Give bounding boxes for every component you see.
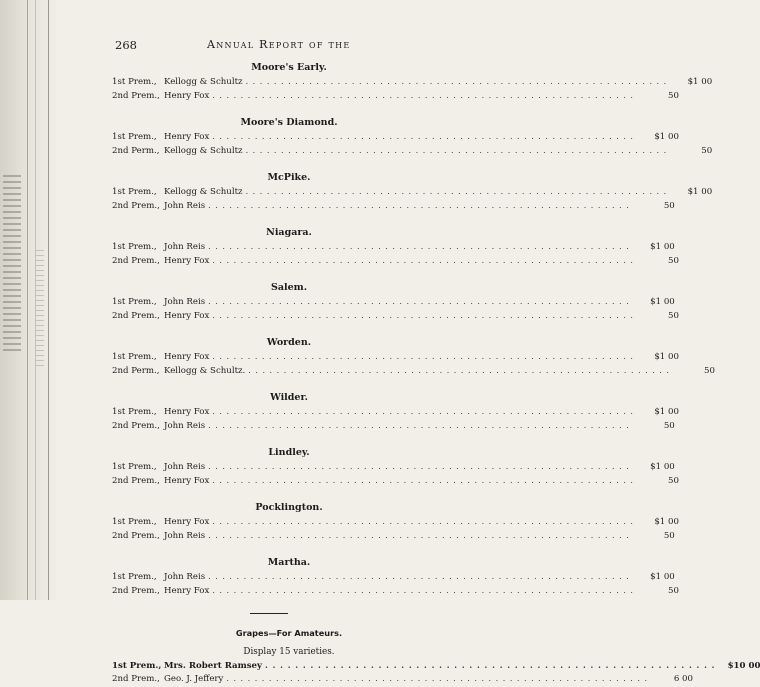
premium-entry [112,146,432,160]
premium-amount: 50 [633,421,675,431]
variety-section [112,226,432,269]
premium-amount: $1 00 [633,572,675,582]
winner-name: Henry Fox [164,352,209,362]
variety-title: Salem. [112,281,432,294]
premium-entry [112,660,432,674]
dot-leader: . . . . . . . . . . . . . . . . . . . . . . . . . . . . . . . . . . . . . . . . . . . . . . . . . . . . . . . . . . . . [212,586,634,595]
facing-page-bleed-through [3,175,21,355]
winner-name: Mrs. Robert Ramsey [164,661,262,671]
premium-list [112,61,432,687]
dot-leader: . . . . . . . . . . . . . . . . . . . . . . . . . . . . . . . . . . . . . . . . . . . . . . . . . . . . . . . . . . . . [212,91,634,100]
winner-name: Kellogg & Schultz [164,146,243,156]
premium-amount: 50 [670,146,712,156]
premium-amount: 50 [637,476,679,486]
winner-name: John Reis [164,242,205,252]
dot-leader: . . . . . . . . . . . . . . . . . . . . . . . . . . . . . . . . . . . . . . . . . . . . . . . . . . . . . . . . . . . . [226,674,648,683]
winner-name: Henry Fox [164,256,209,266]
premium-entry [112,674,432,687]
winner-name: Henry Fox [164,476,209,486]
premium-rank: 2nd Prem., [112,421,164,431]
premium-entry [112,187,432,201]
winner-name: John Reis [164,462,205,472]
winner-name: Henry Fox [164,586,209,596]
premium-rank: 1st Prem., [112,77,164,87]
winner-name: John Reis [164,421,205,431]
premium-amount: 50 [637,91,679,101]
amateur-entries [112,660,432,687]
premium-rank: 2nd Prem., [112,311,164,321]
premium-rank: 2nd Prem., [112,476,164,486]
premium-rank: 1st Prem., [112,297,164,307]
premium-rank: 2nd Perm., [112,146,164,156]
dot-leader: . . . . . . . . . . . . . . . . . . . . . . . . . . . . . . . . . . . . . . . . . . . . . . . . . . . . . . . . . . . . [248,366,670,375]
dot-leader: . . . . . . . . . . . . . . . . . . . . . . . . . . . . . . . . . . . . . . . . . . . . . . . . . . . . . . . . . . . . [212,352,634,361]
variety-section [112,391,432,434]
dot-leader: . . . . . . . . . . . . . . . . . . . . . . . . . . . . . . . . . . . . . . . . . . . . . . . . . . . . . . . . . . . . [208,462,630,471]
variety-title: Pocklington. [112,501,432,514]
premium-entry [112,256,432,270]
dot-leader: . . . . . . . . . . . . . . . . . . . . . . . . . . . . . . . . . . . . . . . . . . . . . . . . . . . . . . . . . . . . [246,77,668,86]
variety-section [112,116,432,159]
variety-section [112,171,432,214]
premium-entry [112,572,432,586]
premium-rank: 2nd Prem., [112,91,164,101]
premium-entry [112,407,432,421]
premium-amount: $1 00 [670,187,712,197]
premium-amount: 50 [673,366,715,376]
book-binding-gutter [0,0,56,600]
facing-page-bleed-through [36,250,44,370]
premium-entry [112,366,432,380]
premium-amount: $1 00 [637,132,679,142]
premium-entry [112,311,432,325]
premium-rank: 2nd Prem., [112,674,164,684]
winner-name: Henry Fox [164,91,209,101]
premium-entry [112,91,432,105]
book-page [112,0,432,600]
variety-title: Moore's Early. [112,61,432,74]
winner-name: John Reis [164,201,205,211]
dot-leader: . . . . . . . . . . . . . . . . . . . . . . . . . . . . . . . . . . . . . . . . . . . . . . . . . . . . . . . . . . . . [212,256,634,265]
section-divider-rule [250,613,288,614]
winner-name: Geo. J. Jeffery [164,674,223,684]
premium-entry [112,242,432,256]
premium-amount: $1 00 [670,77,712,87]
premium-entry [112,531,432,545]
premium-rank: 2nd Prem., [112,531,164,541]
variety-section [112,556,432,599]
dot-leader: . . . . . . . . . . . . . . . . . . . . . . . . . . . . . . . . . . . . . . . . . . . . . . . . . . . . . . . . . . . . [208,572,630,581]
dot-leader: . . . . . . . . . . . . . . . . . . . . . . . . . . . . . . . . . . . . . . . . . . . . . . . . . . . . . . . . . . . . [208,531,630,540]
variety-title: Lindley. [112,446,432,459]
premium-rank: 1st Prem., [112,517,164,527]
variety-sections [112,61,432,599]
premium-entry [112,132,432,146]
premium-rank: 1st Prem., [112,572,164,582]
premium-rank: 1st Prem., [112,242,164,252]
premium-amount: 50 [633,531,675,541]
premium-entry [112,462,432,476]
winner-name: Kellogg & Schultz [164,77,243,87]
variety-title: Wilder. [112,391,432,404]
winner-name: Henry Fox [164,311,209,321]
dot-leader: . . . . . . . . . . . . . . . . . . . . . . . . . . . . . . . . . . . . . . . . . . . . . . . . . . . . . . . . . . . . [212,132,634,141]
dot-leader: . . . . . . . . . . . . . . . . . . . . . . . . . . . . . . . . . . . . . . . . . . . . . . . . . . . . . . . . . . . . [208,297,630,306]
winner-name: Kellogg & Schultz. [164,366,245,376]
premium-rank: 2nd Prem., [112,586,164,596]
premium-amount: 50 [637,256,679,266]
variety-title: Worden. [112,336,432,349]
premium-amount: 50 [637,311,679,321]
premium-amount: $1 00 [633,462,675,472]
premium-amount: $1 00 [633,297,675,307]
premium-entry [112,201,432,215]
winner-name: John Reis [164,297,205,307]
variety-title: McPike. [112,171,432,184]
premium-amount: $1 00 [633,242,675,252]
winner-name: Kellogg & Schultz [164,187,243,197]
winner-name: Henry Fox [164,407,209,417]
premium-amount: $10 00 [718,661,760,671]
dot-leader: . . . . . . . . . . . . . . . . . . . . . . . . . . . . . . . . . . . . . . . . . . . . . . . . . . . . . . . . . . . . [265,660,715,670]
amateur-heading: Grapes—For Amateurs. [112,628,432,640]
winner-name: Henry Fox [164,517,209,527]
variety-title: Niagara. [112,226,432,239]
variety-section [112,336,432,379]
premium-amount: $1 00 [637,517,679,527]
premium-entry [112,421,432,435]
variety-section [112,61,432,104]
winner-name: John Reis [164,531,205,541]
variety-title: Moore's Diamond. [112,116,432,129]
gutter-line [48,0,49,600]
variety-title: Martha. [112,556,432,569]
premium-amount: $1 00 [637,407,679,417]
premium-rank: 1st Prem., [112,661,164,671]
dot-leader: . . . . . . . . . . . . . . . . . . . . . . . . . . . . . . . . . . . . . . . . . . . . . . . . . . . . . . . . . . . . [246,146,668,155]
page-number: 268 [115,38,137,52]
winner-name: Henry Fox [164,132,209,142]
premium-entry [112,297,432,311]
dot-leader: . . . . . . . . . . . . . . . . . . . . . . . . . . . . . . . . . . . . . . . . . . . . . . . . . . . . . . . . . . . . [208,421,630,430]
premium-entry [112,77,432,91]
premium-rank: 2nd Prem., [112,201,164,211]
premium-amount: 6 00 [651,674,693,684]
premium-amount: $1 00 [637,352,679,362]
winner-name: John Reis [164,572,205,582]
dot-leader: . . . . . . . . . . . . . . . . . . . . . . . . . . . . . . . . . . . . . . . . . . . . . . . . . . . . . . . . . . . . [212,311,634,320]
premium-entry [112,586,432,600]
dot-leader: . . . . . . . . . . . . . . . . . . . . . . . . . . . . . . . . . . . . . . . . . . . . . . . . . . . . . . . . . . . . [212,476,634,485]
variety-section [112,501,432,544]
premium-entry [112,352,432,366]
display-subheading: Display 15 varieties. [112,647,432,660]
premium-amount: 50 [633,201,675,211]
dot-leader: . . . . . . . . . . . . . . . . . . . . . . . . . . . . . . . . . . . . . . . . . . . . . . . . . . . . . . . . . . . . [246,187,668,196]
premium-rank: 2nd Prem., [112,256,164,266]
variety-section [112,281,432,324]
premium-entry [112,517,432,531]
dot-leader: . . . . . . . . . . . . . . . . . . . . . . . . . . . . . . . . . . . . . . . . . . . . . . . . . . . . . . . . . . . . [208,201,630,210]
premium-rank: 1st Prem., [112,132,164,142]
gutter-line [27,0,28,600]
dot-leader: . . . . . . . . . . . . . . . . . . . . . . . . . . . . . . . . . . . . . . . . . . . . . . . . . . . . . . . . . . . . [212,407,634,416]
premium-amount: 50 [637,586,679,596]
premium-entry [112,476,432,490]
dot-leader: . . . . . . . . . . . . . . . . . . . . . . . . . . . . . . . . . . . . . . . . . . . . . . . . . . . . . . . . . . . . [212,517,634,526]
running-title: Annual Report of the [207,38,351,51]
dot-leader: . . . . . . . . . . . . . . . . . . . . . . . . . . . . . . . . . . . . . . . . . . . . . . . . . . . . . . . . . . . . [208,242,630,251]
running-head [112,38,432,52]
premium-rank: 2nd Perm., [112,366,164,376]
premium-rank: 1st Prem., [112,187,164,197]
premium-rank: 1st Prem., [112,407,164,417]
variety-section [112,446,432,489]
premium-rank: 1st Prem., [112,352,164,362]
premium-rank: 1st Prem., [112,462,164,472]
